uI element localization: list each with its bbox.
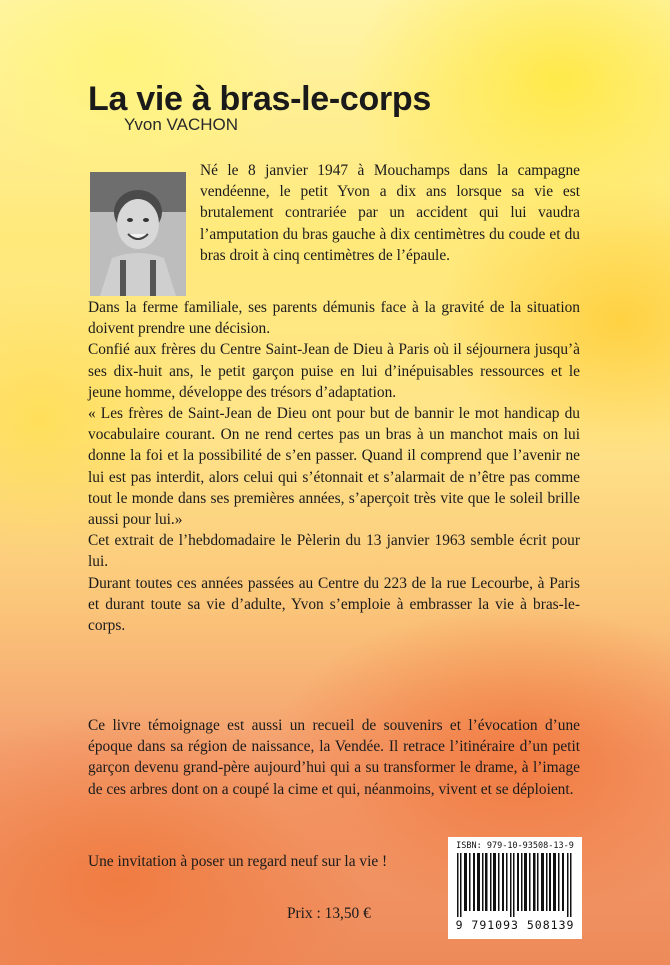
barcode-bars xyxy=(455,853,575,917)
barcode-number: 9 791093 508139 xyxy=(455,918,575,932)
invitation-line: Une invitation à poser un regard neuf sur la vie ! xyxy=(88,853,388,870)
book-title: La vie à bras-le-corps xyxy=(88,80,431,118)
author-name: Yvon VACHON xyxy=(124,115,239,134)
paragraph: « Les frères de Saint-Jean de Dieu ont pour but de bannir le mot handicap du vocabulaire courant. On ne rend certes pas un bras à un manchot mais on lui donne la foi et la possibilité de s’en passer. Quand il comprend que l’avenir ne lui est pas interdit, alors celui qui s’étonnait et s’alarmait de n’être pas comme tout le monde dans ses premières années, s’aperçoit très vite que le soleil brille aussi pour lui.» xyxy=(88,405,580,529)
closing-text xyxy=(88,715,580,800)
barcode xyxy=(448,837,582,939)
intro-paragraph xyxy=(200,160,580,266)
author-childhood-photo xyxy=(90,172,186,296)
closing-paragraph: Ce livre témoignage est aussi un recueil de souvenirs et l’évocation d’une époque dans sa région de naissance, la Vendée. Il retrace l’itinéraire d’un petit garçon devenu grand-père aujourd’hui qui a su transformer le drame, à l’image de ces arbres dont on a coupé la cime et qui, néanmoins, vivent et se déploient. xyxy=(88,717,580,798)
body-text xyxy=(88,297,580,636)
paragraph: Dans la ferme familiale, ses parents démunis face à la gravité de la situation doivent prendre une décision. xyxy=(88,299,580,338)
price-label: Prix : 13,50 € xyxy=(287,905,371,922)
paragraph: Cet extrait de l’hebdomadaire le Pèlerin du 13 janvier 1963 semble écrit pour lui. xyxy=(88,532,580,571)
intro-text: Né le 8 janvier 1947 à Mouchamps dans la campagne vendéenne, le petit Yvon a dix ans lorsque sa vie est brutalement contrariée par un accident qui lui vaudra l’amputation du bras gauche à dix centimètres du coude et du bras droit à cinq centimètres de l’épaule. xyxy=(200,162,580,264)
isbn-label: ISBN: 979-10-93508-13-9 xyxy=(456,841,574,851)
paragraph: Confié aux frères du Centre Saint-Jean de Dieu à Paris où il séjournera jusqu’à ses dix-huit ans, le petit garçon puise en lui d’inépuisables ressources et le jeune homme, développe des trésors d’adaptation. xyxy=(88,341,580,401)
paragraph: Durant toutes ces années passées au Centre du 223 de la rue Lecourbe, à Paris et durant toute sa vie d’adulte, Yvon s’emploie à embrasser la vie à bras-le-corps. xyxy=(88,574,580,635)
